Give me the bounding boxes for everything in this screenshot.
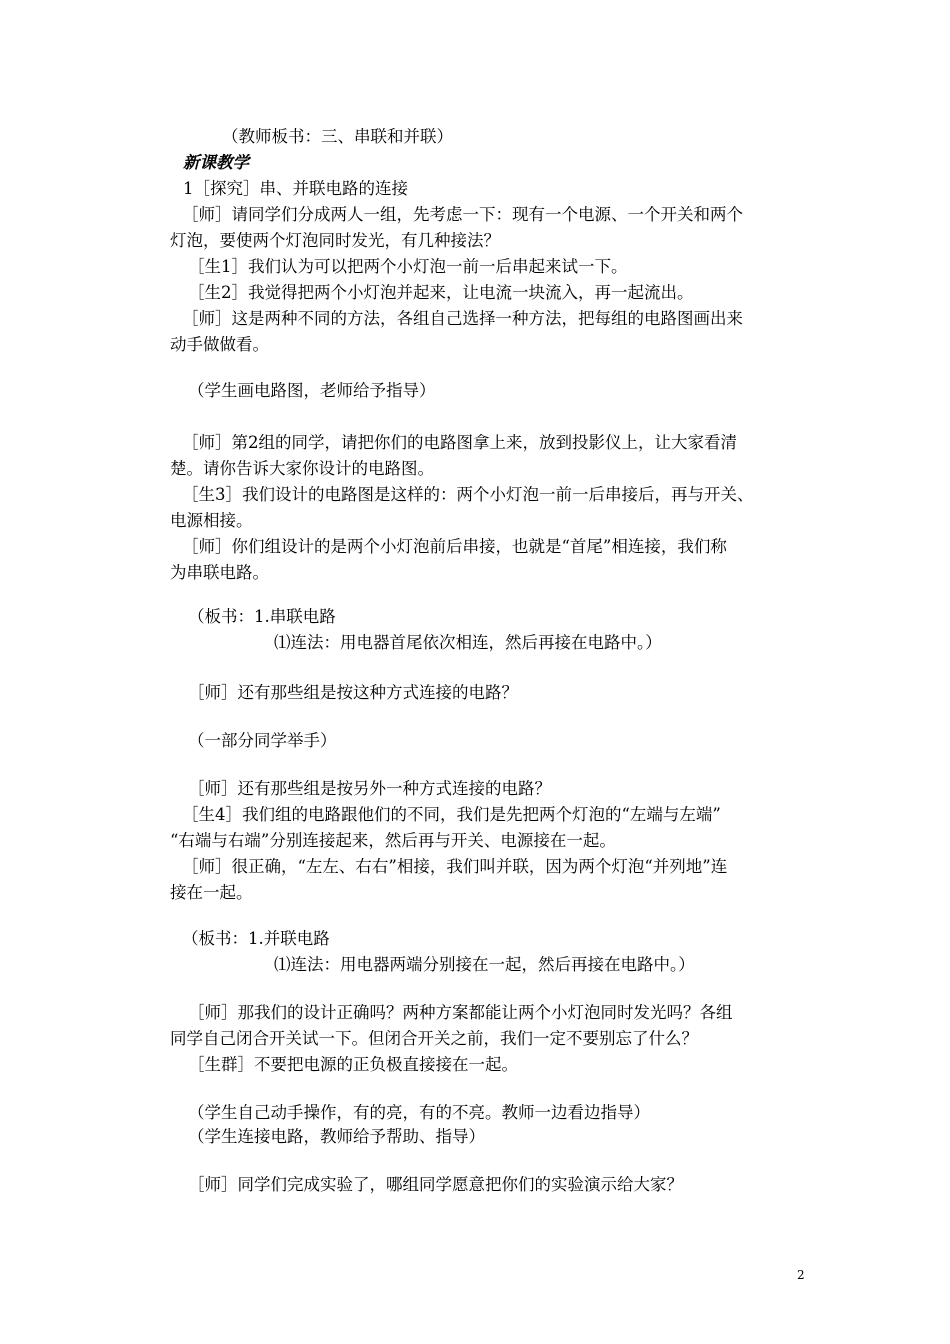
paragraph-line: ［师］那我们的设计正确吗？两种方案都能让两个小灯泡同时发光吗？各组 — [188, 1003, 733, 1022]
paragraph-line: ［师］同学们完成实验了，哪组同学愿意把你们的实验演示给大家？ — [188, 1175, 683, 1194]
paragraph-line: 接在一起。 — [170, 883, 253, 902]
stage-direction: （一部分同学举手） — [188, 731, 337, 750]
section-heading: 新课教学 — [183, 153, 249, 172]
board-note: ⑴连法：用电器两端分别接在一起，然后再接在电路中。） — [274, 955, 695, 974]
paragraph-line: 为串联电路。 — [170, 563, 269, 582]
paragraph-line: ［生2］我觉得把两个小灯泡并起来，让电流一块流入，再一起流出。 — [188, 283, 694, 302]
paragraph-line: ［生1］我们认为可以把两个小灯泡一前一后串起来试一下。 — [188, 257, 628, 276]
subsection-heading: 1［探究］串、并联电路的连接 — [183, 179, 408, 198]
board-note: （板书：1.串联电路 — [188, 607, 336, 626]
paragraph-line: ［师］很正确，“左左、右右”相接，我们叫并联，因为两个灯泡“并列地”连 — [182, 857, 728, 876]
board-note: ⑴连法：用电器首尾依次相连，然后再接在电路中。） — [274, 633, 662, 652]
paragraph-line: ［师］请同学们分成两人一组，先考虑一下：现有一个电源、一个开关和两个 — [182, 205, 743, 224]
paragraph-line: ［生3］我们设计的电路图是这样的：两个小灯泡一前一后串接后，再与开关、 — [182, 485, 754, 504]
page-number: 2 — [797, 1268, 805, 1282]
paragraph-line: ［师］还有那些组是按另外一种方式连接的电路？ — [188, 779, 551, 798]
paragraph-line: “右端与右端”分别连接起来，然后再与开关、电源接在一起。 — [170, 831, 616, 850]
paragraph-line: ［师］你们组设计的是两个小灯泡前后串接，也就是“首尾”相连接，我们称 — [182, 537, 727, 556]
stage-direction: （学生画电路图，老师给予指导） — [188, 381, 436, 400]
paragraph-line: 电源相接。 — [170, 511, 253, 530]
paragraph-line: 动手做做看。 — [170, 335, 269, 354]
paragraph-line: 同学自己闭合开关试一下。但闭合开关之前，我们一定不要别忘了什么？ — [170, 1029, 698, 1048]
paragraph-line: ［师］还有那些组是按这种方式连接的电路？ — [188, 683, 518, 702]
paragraph-line: ［师］这是两种不同的方法，各组自己选择一种方法，把每组的电路图画出来 — [182, 309, 743, 328]
paragraph-line: 灯泡，要使两个灯泡同时发光，有几种接法？ — [170, 231, 500, 250]
paragraph-line: ［生4］我们组的电路跟他们的不同，我们是先把两个灯泡的“左端与左端” — [182, 805, 721, 824]
stage-direction: （学生连接电路，教师给予帮助、指导） — [188, 1127, 485, 1146]
stage-direction: （学生自己动手操作，有的亮，有的不亮。教师一边看边指导） — [188, 1103, 650, 1122]
paragraph-line: ［师］第2组的同学，请把你们的电路图拿上来，放到投影仪上，让大家看清 — [182, 433, 737, 452]
teacher-board-note: （教师板书：三、串联和并联） — [222, 127, 453, 146]
board-note: （板书：1.并联电路 — [182, 929, 330, 948]
paragraph-line: ［生群］不要把电源的正负极直接接在一起。 — [188, 1055, 518, 1074]
paragraph-line: 楚。请你告诉大家你设计的电路图。 — [170, 459, 434, 478]
